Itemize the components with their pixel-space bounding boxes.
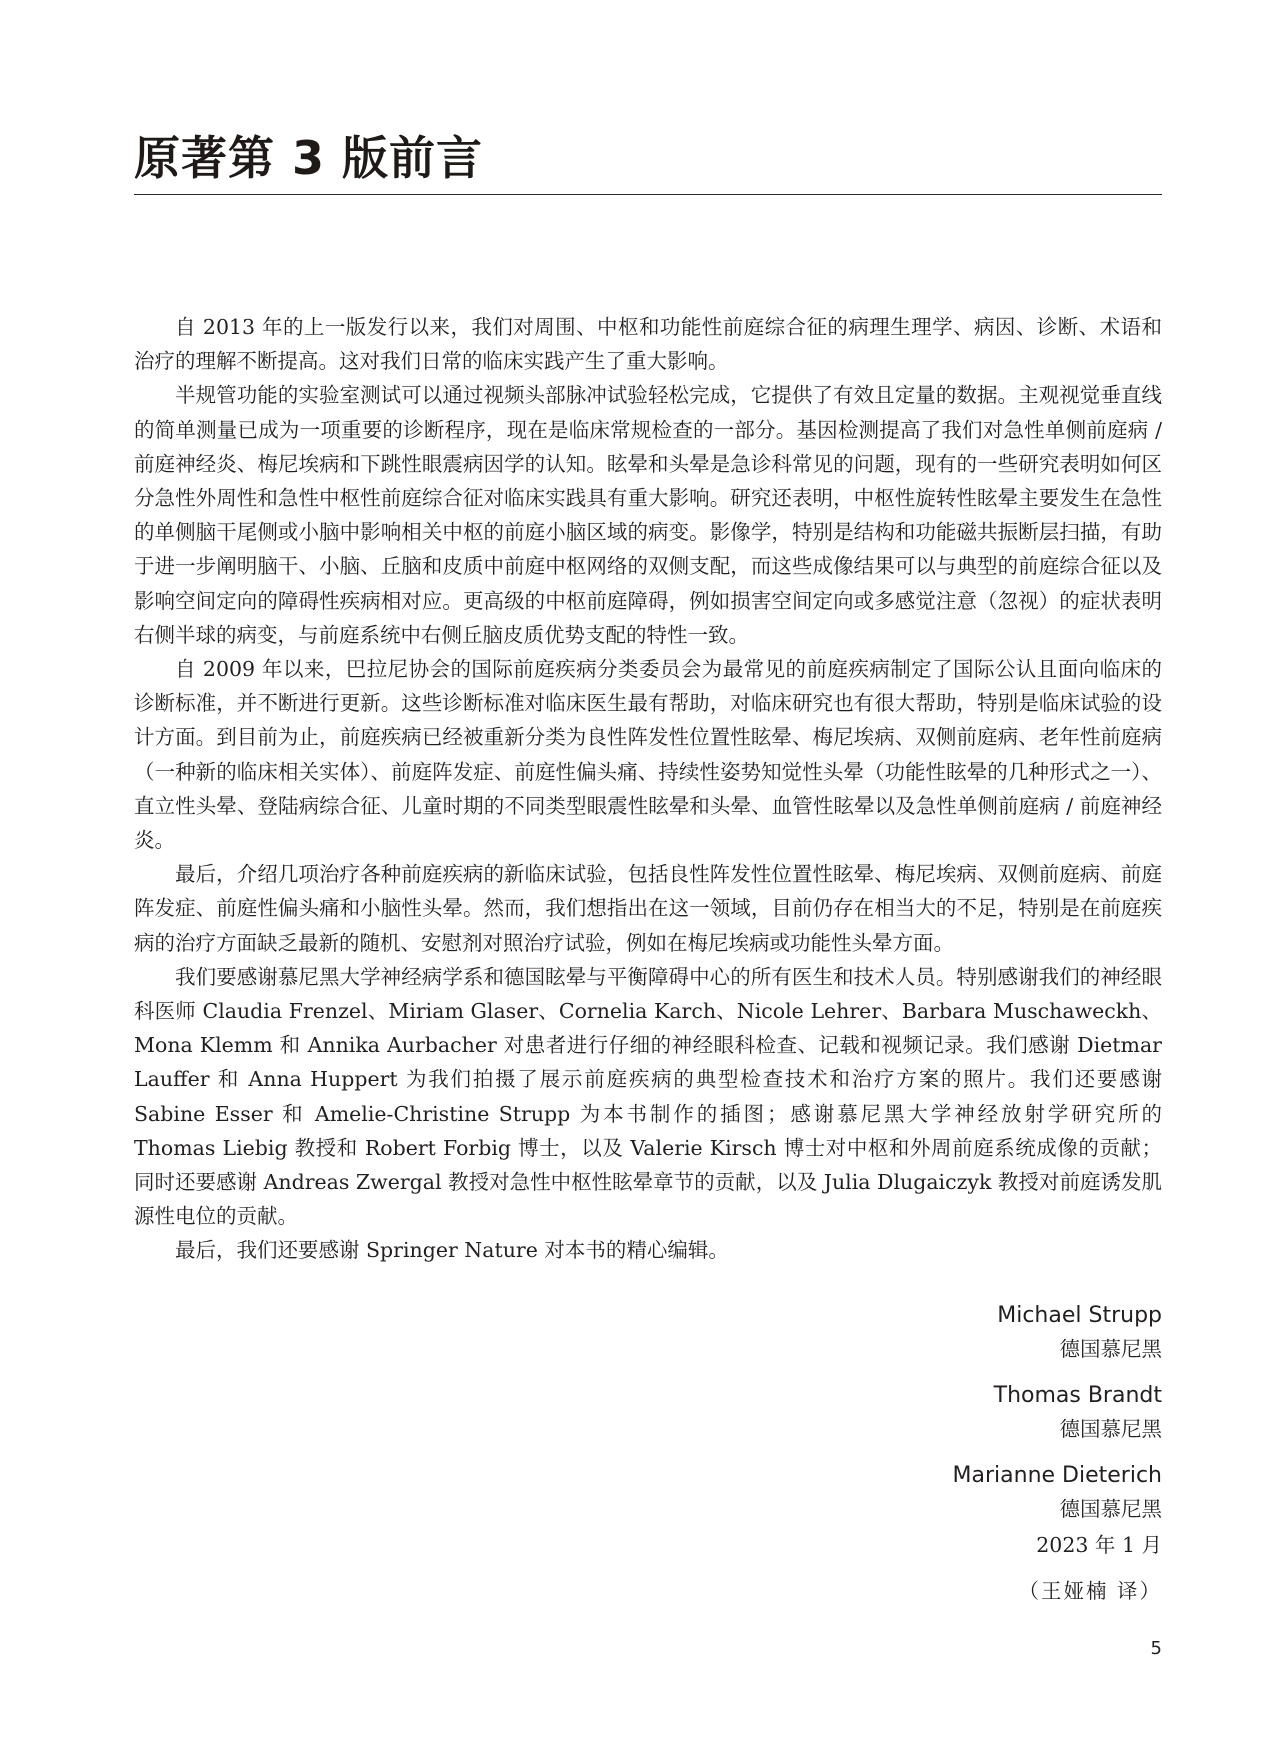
paragraph-4: 最后，介绍几项治疗各种前庭疾病的新临床试验，包括良性阵发性位置性眩晕、梅尼埃病、双侧前庭病、前庭阵发症、前庭性偏头痛和小脑性头晕。然而，我们想指出在这一领域，目前仍存在相当大的不足，特别是在前庭疾病的治疗方面缺乏最新的随机、安慰剂对照治疗试验，例如在梅尼埃病或功能性头晕方面。 <box>134 862 1162 955</box>
author-name-2: Thomas Brandt <box>993 1383 1162 1408</box>
preface-date: 2023 年 1 月 <box>1036 1533 1162 1557</box>
paragraph-6: 最后，我们还要感谢 Springer Nature 对本书的精心编辑。 <box>175 1238 729 1263</box>
paragraph-1: 自 2013 年的上一版发行以来，我们对周围、中枢和功能性前庭综合征的病理生理学、病因、诊断、术语和治疗的理解不断提高。这对我们日常的临床实践产生了重大影响。 <box>134 315 1162 374</box>
paragraph-2: 半规管功能的实验室测试可以通过视频头部脉冲试验轻松完成，它提供了有效且定量的数据。主观视觉垂直线的简单测量已成为一项重要的诊断程序，现在是临床常规检查的一部分。基因检测提高了我们对急性单侧前庭病 / 前庭神经炎、梅尼埃病和下跳性眼震病因学的认知。眩晕和头晕是急诊科常见的问题，现有的一些研究表明如何区分急性外周性和急性中枢性前庭综合征对临床实践具有重大影响。研究还表明，中枢性旋转性眩晕主要发生在急性的单侧脑干尾侧或小脑中影响相关中枢的前庭小脑区域的病变。影像学，特别是结构和功能磁共振断层扫描，有助于进一步阐明脑干、小脑、丘脑和皮质中前庭中枢网络的双侧支配，而这些成像结果可以与典型的前庭综合征以及影响空间定向的障碍性疾病相对应。更高级的中枢前庭障碍，例如损害空间定向或多感觉注意（忽视）的症状表明右侧半球的病变，与前庭系统中右侧丘脑皮质优势支配的特性一致。 <box>134 383 1162 647</box>
author-name-3: Marianne Dieterich <box>952 1463 1162 1488</box>
author-place-1: 德国慕尼黑 <box>1059 1337 1162 1361</box>
paragraph-5: 我们要感谢慕尼黑大学神经病学系和德国眩晕与平衡障碍中心的所有医生和技术人员。特别感谢我们的神经眼科医师 Claudia Frenzel、Miriam Glaser、Cornelia Karch、Nicole Lehrer、Barbara Muschaweckh、Mona Klemm 和 Annika Aurbacher 对患者进行仔细的神经眼科检查、记载和视频记录。我们感谢 Dietmar Lauffer 和 Anna Huppert 为我们拍摄了展示前庭疾病的典型检查技术和治疗方案的照片。我们还要感谢 Sabine Esser 和 Amelie-Christine Strupp 为本书制作的插图；感谢慕尼黑大学神经放射学研究所的 Thomas Liebig 教授和 Robert Forbig 博士，以及 Valerie Kirsch 博士对中枢和外周前庭系统成像的贡献；同时还要感谢 Andreas Zwergal 教授对急性中枢性眩晕章节的贡献，以及 Julia Dlugaiczyk 教授对前庭诱发肌源性电位的贡献。 <box>134 964 1162 1229</box>
paragraph-3: 自 2009 年以来，巴拉尼协会的国际前庭疾病分类委员会为最常见的前庭疾病制定了国际公认且面向临床的诊断标准，并不断进行更新。这些诊断标准对临床医生最有帮助，对临床研究也有很大帮助，特别是临床试验的设计方面。到目前为止，前庭疾病已经被重新分类为良性阵发性位置性眩晕、梅尼埃病、双侧前庭病、老年性前庭病（一种新的临床相关实体）、前庭阵发症、前庭性偏头痛、持续性姿势知觉性头晕（功能性眩晕的几种形式之一）、直立性头晕、登陆病综合征、儿童时期的不同类型眼震性眩晕和头晕、血管性眩晕以及急性单侧前庭病 / 前庭神经炎。 <box>134 657 1162 853</box>
translator-credit: （王娅楠 译） <box>1018 1579 1162 1603</box>
author-name-1: Michael Strupp <box>997 1303 1162 1328</box>
author-place-2: 德国慕尼黑 <box>1059 1417 1162 1441</box>
page-number: 5 <box>1150 1638 1162 1659</box>
preface-body <box>134 310 1162 1268</box>
title-divider <box>134 194 1162 195</box>
author-place-3: 德国慕尼黑 <box>1059 1497 1162 1521</box>
page-title: 原著第 3 版前言 <box>134 131 484 185</box>
signature-block <box>742 1300 1162 1608</box>
